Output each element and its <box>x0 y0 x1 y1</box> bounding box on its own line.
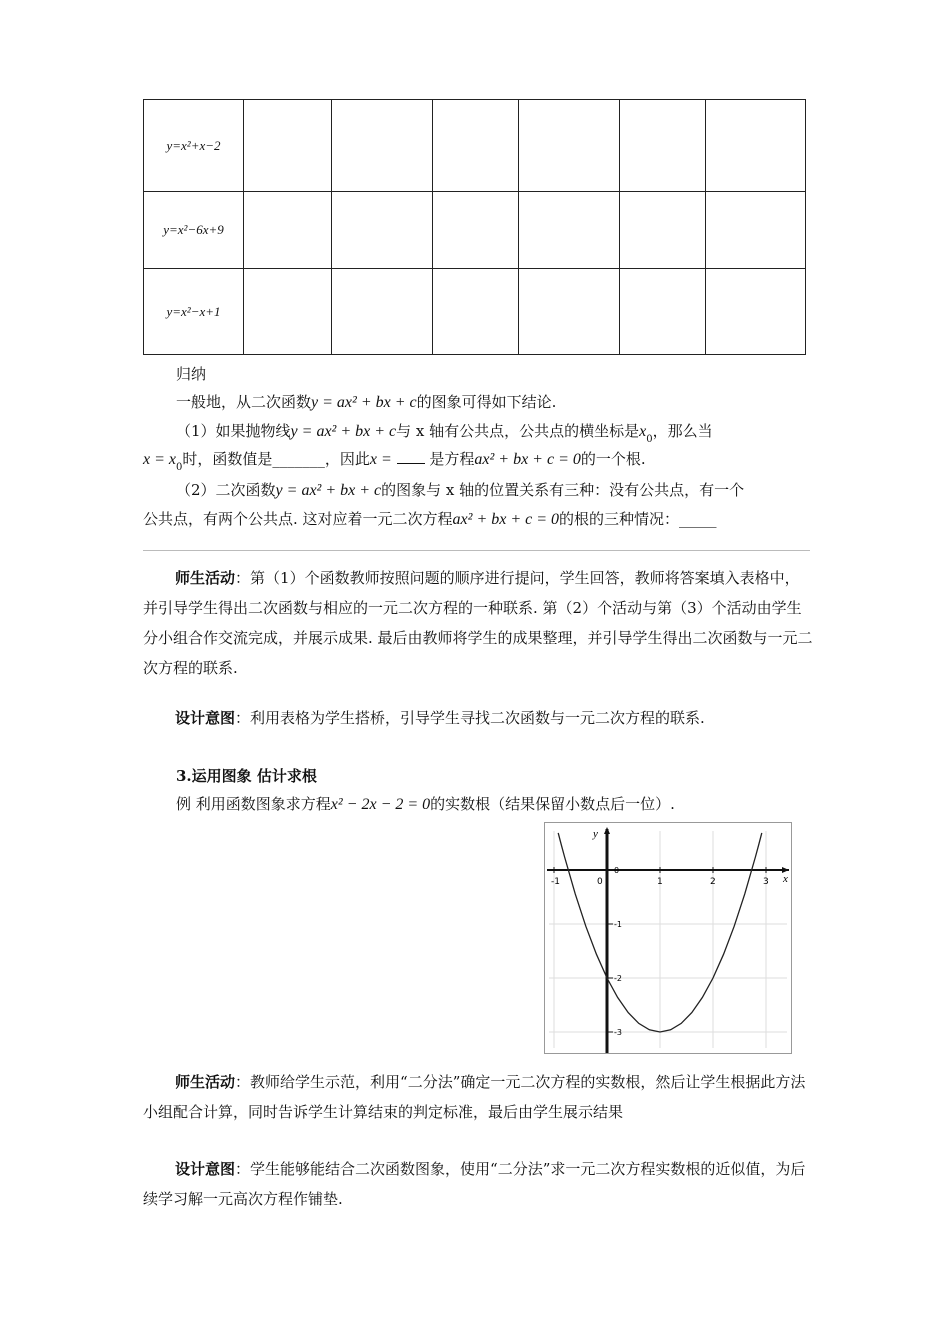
x-tick-label: 0 <box>597 877 603 887</box>
y-tick-label: -3 <box>614 1028 622 1037</box>
table-cell <box>433 192 519 269</box>
point-2-line-2: 公共点，有两个公共点. 这对应着一元二次方程ax² + bx + c = 0的根的三种情况：_____ <box>143 510 717 528</box>
answer-blank <box>397 449 425 464</box>
table-cell <box>519 192 620 269</box>
y-axis-arrow <box>604 827 610 834</box>
table-cell <box>244 192 332 269</box>
y-tick-label: 0 <box>614 866 620 875</box>
point-2-line-1: （2）二次函数y = ax² + bx + c的图象与 x 轴的位置关系有三种：没有公共点，有一个 <box>176 481 745 499</box>
x-axis-label: x <box>783 873 788 885</box>
x-tick-label: -1 <box>551 877 560 887</box>
parabola-graph <box>544 822 792 1054</box>
activity-paragraph-2: 师生活动：教师给学生示范，利用“二分法”确定一元二次方程的实数根，然后让学生根据此方法小组配合计算，同时告诉学生计算结束的判定标准，最后由学生展示结果 <box>143 1073 806 1121</box>
equation-expression: ax² + bx + c = 0 <box>474 451 581 468</box>
table-cell-function: y=x²−x+1 <box>144 269 244 355</box>
design-label: 设计意图 <box>175 1160 236 1178</box>
table-cell <box>620 100 706 192</box>
table-cell-function: y=x²+x−2 <box>144 100 244 192</box>
y-axis-label: y <box>593 828 598 840</box>
table-cell <box>433 100 519 192</box>
table-row <box>144 192 806 269</box>
table-row <box>144 100 806 192</box>
table-cell <box>706 100 806 192</box>
design-paragraph-2: 设计意图：学生能够能结合二次函数图象，使用“二分法”求一元二次方程实数根的近似值，为后续学习解一元高次方程作铺垫. <box>143 1160 806 1208</box>
table-cell <box>332 192 433 269</box>
table-cell <box>706 192 806 269</box>
activity-label: 师生活动 <box>175 1073 236 1091</box>
table-cell <box>244 100 332 192</box>
activity-paragraph-1: 师生活动：第（1）个函数教师按照问题的顺序进行提问，学生回答，教师将答案填入表格中，并引导学生得出二次函数与相应的一元二次方程的一种联系. 第（2）个活动与第（3）个活动由学生分小组合作交流完成，并展示成果. 最后由教师将学生的成果整理，并引导学生得出二次函数与一元二次方程的联系. <box>143 569 813 677</box>
point-1-line-2: $x = x_0$时，函数值是_______，因此x = 是方程ax² + bx + c = 0的一个根. <box>143 450 646 473</box>
activity-label: 师生活动 <box>175 569 236 587</box>
x-tick-label: 3 <box>763 877 769 887</box>
section-divider <box>143 550 810 551</box>
induction-title: 归纳 <box>176 365 207 383</box>
table-cell <box>332 269 433 355</box>
induction-intro: 一般地，从二次函数y = ax² + bx + c的图象可得如下结论. <box>176 393 557 411</box>
y-tick-label: -1 <box>614 920 622 929</box>
design-paragraph-1: 设计意图：利用表格为学生搭桥，引导学生寻找二次函数与一元二次方程的联系. <box>175 709 705 727</box>
table-cell <box>332 100 433 192</box>
table-cell <box>519 100 620 192</box>
table-cell <box>706 269 806 355</box>
section-title: 3.运用图象 估计求根 <box>176 767 317 785</box>
table-cell <box>433 269 519 355</box>
table-cell <box>519 269 620 355</box>
parabola-chart <box>545 823 791 1053</box>
table-row <box>144 269 806 355</box>
y-tick-label: -2 <box>614 974 622 983</box>
example-line: 例 利用函数图象求方程x² − 2x − 2 = 0的实数根（结果保留小数点后一位）. <box>176 795 675 813</box>
example-equation: x² − 2x − 2 = 0 <box>330 796 431 813</box>
table-cell <box>620 269 706 355</box>
x-tick-label: 2 <box>710 877 716 887</box>
table-cell <box>244 269 332 355</box>
table-cell-function: y=x²−6x+9 <box>144 192 244 269</box>
table-cell <box>620 192 706 269</box>
point-1-line-1: （1）如果抛物线y = ax² + bx + c与 x 轴有公共点，公共点的横坐标是$x_0$，那么当 <box>176 422 713 445</box>
design-label: 设计意图 <box>175 709 236 727</box>
function-table <box>143 99 806 355</box>
x-tick-label: 1 <box>657 877 663 887</box>
function-expression: y = ax² + bx + c <box>311 394 417 411</box>
